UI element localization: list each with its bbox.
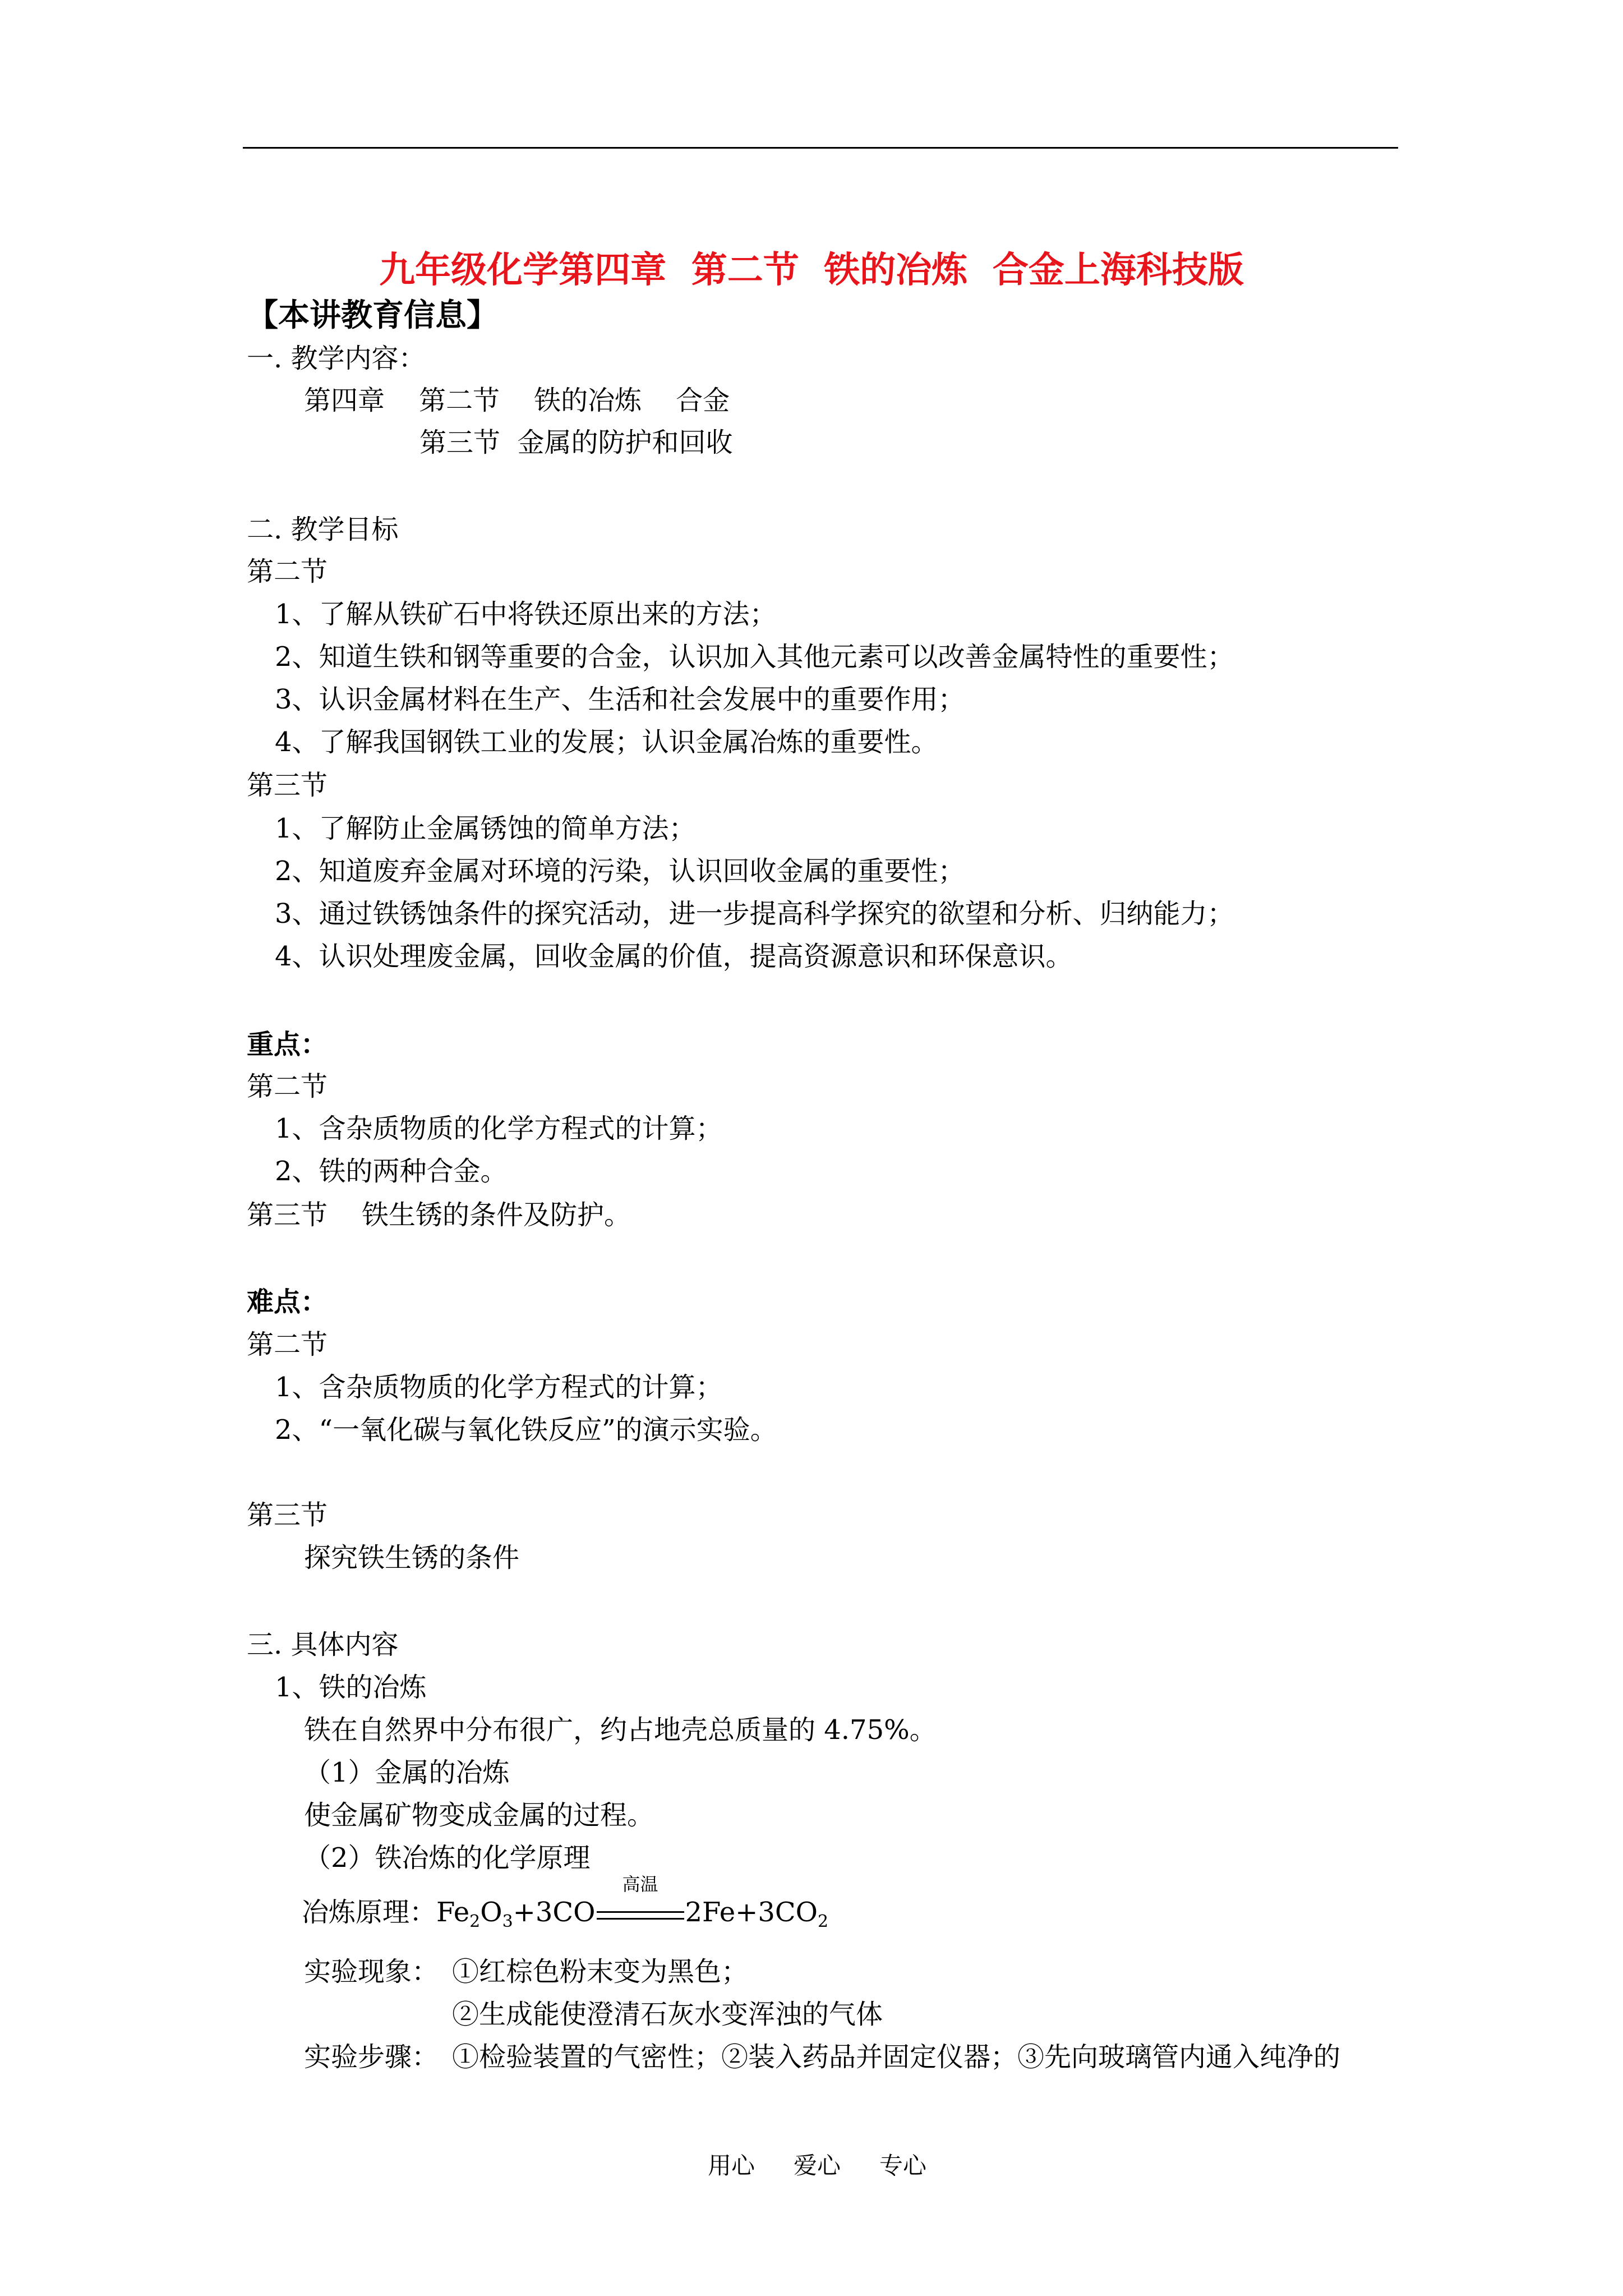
section-header: 【本讲教育信息】 (247, 297, 498, 334)
equals-bar (597, 1911, 684, 1913)
goal-item: 2、知道废弃金属对环境的污染，认识回收金属的重要性； (275, 855, 965, 887)
goal-item: 2、知道生铁和钢等重要的合金，认识加入其他元素可以改善金属特性的重要性； (275, 641, 1234, 673)
smelting-equation (302, 1873, 829, 1931)
footer-text-1: 用心 (708, 2152, 755, 2179)
difficulties-heading: 难点： (247, 1286, 328, 1318)
goal-item: 3、认识金属材料在生产、生活和社会发展中的重要作用； (275, 684, 965, 715)
goal-item: 1、了解防止金属锈蚀的简单方法； (275, 813, 696, 844)
part1-line1: 第四章 第二节 铁的冶炼 合金 (304, 385, 730, 416)
footer-text-2: 爱心 (794, 2152, 841, 2179)
part3-heading: 三. 具体内容 (247, 1629, 399, 1660)
part2-sec3-label: 第三节 (247, 770, 328, 801)
phenomena-item: ②生成能使澄清石灰水变浑浊的气体 (452, 1999, 883, 2030)
header-rule (243, 147, 1398, 149)
difficulty-item: 1、含杂质物质的化学方程式的计算； (275, 1372, 723, 1403)
keypoint-item: 1、含杂质物质的化学方程式的计算； (275, 1113, 723, 1144)
difficulties-sec3-label: 第三节 (247, 1499, 328, 1531)
difficulties-sec3-text: 探究铁生锈的条件 (304, 1542, 520, 1573)
part3-paragraph: （1）金属的冶炼 (304, 1757, 510, 1788)
footer-text-3: 专心 (879, 2152, 927, 2179)
goal-item: 4、认识处理废金属，回收金属的价值，提高资源意识和环保意识。 (275, 941, 1073, 972)
formula-lhs: $Fe_2O_3+3CO$ (436, 1897, 596, 1931)
difficulty-item: 2、“一氧化碳与氧化铁反应”的演示实验。 (275, 1414, 777, 1446)
part1-line2: 第三节 金属的防护和回收 (419, 427, 733, 458)
part3-paragraph: （2）铁冶炼的化学原理 (304, 1842, 591, 1874)
formula-rhs: $2Fe+3CO_2$ (685, 1897, 829, 1931)
goal-item: 4、了解我国钢铁工业的发展；认识金属冶炼的重要性。 (275, 726, 938, 758)
reaction-condition (597, 1873, 684, 1928)
goal-item: 3、通过铁锈蚀条件的探究活动，进一步提高科学探究的欲望和分析、归纳能力； (275, 898, 1234, 930)
keypoints-sec3-line: 第三节 铁生锈的条件及防护。 (247, 1199, 631, 1231)
part3-paragraph: 使金属矿物变成金属的过程。 (304, 1800, 654, 1831)
part3-paragraph: 铁在自然界中分布很广，约占地壳总质量的 4.75%。 (304, 1714, 937, 1746)
keypoints-sec2-label: 第二节 (247, 1071, 328, 1102)
phenomena-label: 实验现象： (304, 1956, 439, 1987)
formula-label: 冶炼原理： (302, 1897, 437, 1928)
goal-item: 1、了解从铁矿石中将铁还原出来的方法； (275, 599, 777, 630)
part3-sub1: 1、铁的冶炼 (275, 1672, 427, 1703)
part2-heading: 二. 教学目标 (247, 514, 399, 545)
part2-sec2-label: 第二节 (247, 556, 328, 587)
keypoints-heading: 重点： (247, 1029, 328, 1060)
equals-bar (597, 1918, 684, 1920)
steps-label: 实验步骤： (304, 2041, 439, 2073)
keypoint-item: 2、铁的两种合金。 (275, 1156, 508, 1187)
page-title: 九年级化学第四章 第二节 铁的冶炼 合金上海科技版 (379, 250, 1244, 291)
part1-heading: 一. 教学内容： (247, 343, 426, 374)
phenomena-item: ①红棕色粉末变为黑色； (452, 1956, 749, 1987)
difficulties-sec2-label: 第二节 (247, 1329, 328, 1360)
steps-text: ①检验装置的气密性；②装入药品并固定仪器；③先向玻璃管内通入纯净的 (452, 2041, 1341, 2073)
condition-text: 高温 (622, 1873, 658, 1895)
